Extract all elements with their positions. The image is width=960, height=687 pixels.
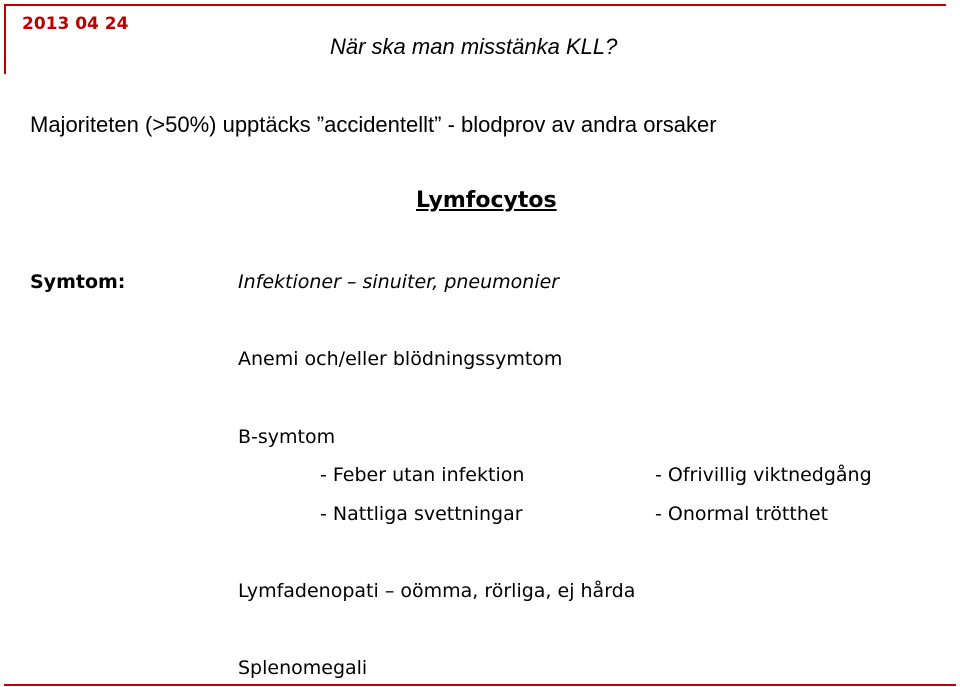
- header-frame-left-line: [4, 4, 6, 74]
- symptom-lymphadenopathy: Lymfadenopati – oömma, rörliga, ej hårda: [238, 580, 636, 602]
- slide-title: När ska man misstänka KLL?: [330, 34, 618, 59]
- symptom-infection: Infektioner – sinuiter, pneumonier: [238, 271, 560, 293]
- b-symptom-item: - Ofrivillig viktnedgång: [655, 464, 872, 486]
- slide-date: 2013 04 24: [22, 14, 129, 34]
- symptom-splenomegaly: Splenomegali: [238, 657, 368, 679]
- intro-text: Majoriteten (>50%) upptäcks ”accidentellt” - blodprov av andra orsaker: [30, 112, 717, 137]
- b-symptom-item: - Feber utan infektion: [320, 464, 525, 486]
- symptom-anemia: Anemi och/eller blödningssymtom: [238, 348, 563, 370]
- section-heading: Lymfocytos: [416, 188, 557, 213]
- footer-frame-line: [4, 684, 956, 686]
- b-symptoms-title: B-symtom: [238, 426, 336, 448]
- b-symptom-item: - Nattliga svettningar: [320, 503, 523, 525]
- header-frame-top-line: [4, 4, 946, 6]
- symptom-label: Symtom:: [30, 271, 126, 293]
- b-symptom-item: - Onormal trötthet: [655, 503, 829, 525]
